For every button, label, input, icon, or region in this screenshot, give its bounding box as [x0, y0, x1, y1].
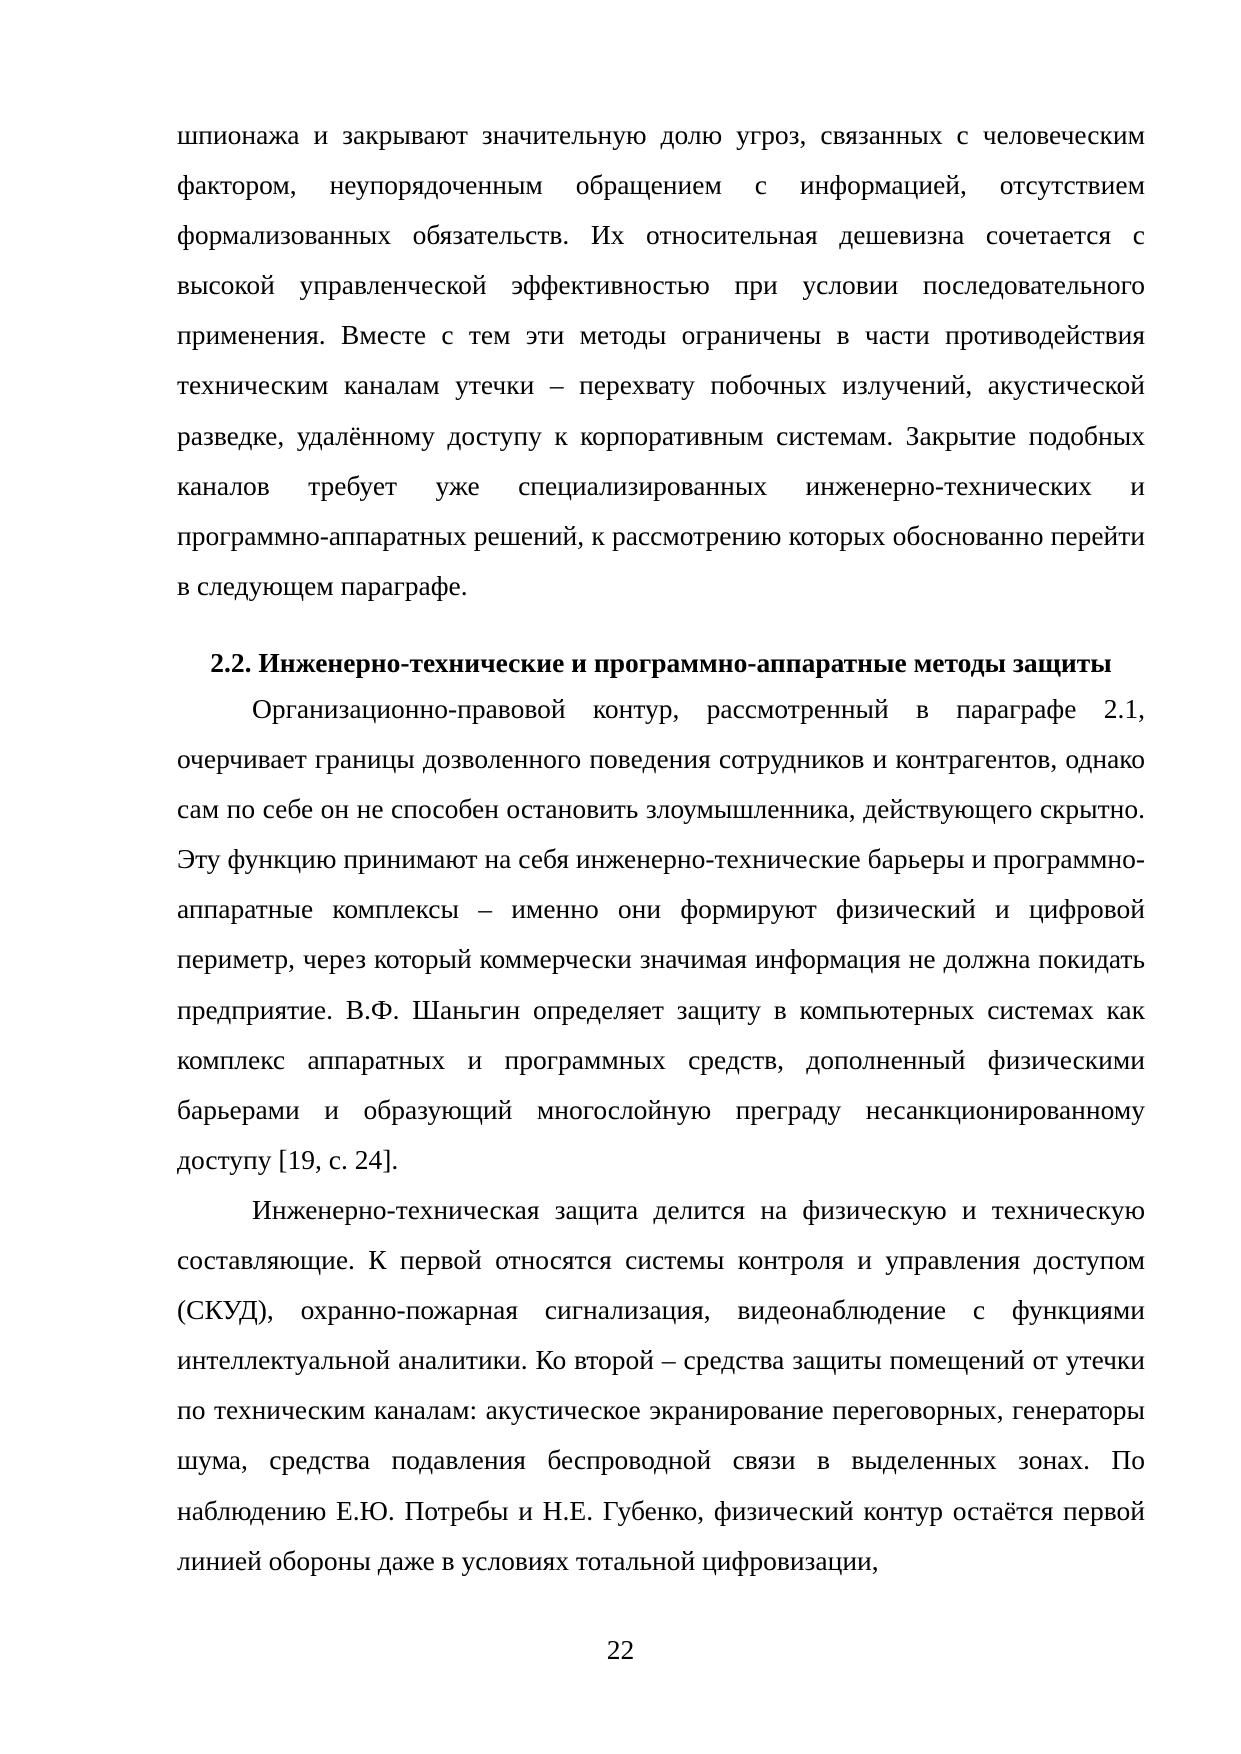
body-paragraph-intro: Организационно-правовой контур, рассмотренный в параграфе 2.1, очерчивает границы дозволенного поведения сотрудников и контрагентов, однако сам по себе он не способен остановить злоумышленника, действующего скрытно. Эту функцию принимают на себя инженерно-технические барьеры и программно-аппаратные комплексы – именно они формируют физический и цифровой периметр, через который коммерчески значимая информация не должна покидать предприятие. В.Ф. Шаньгин определяет защиту в компьютерных системах как комплекс аппаратных и программных средств, дополненный физическими барьерами и образующий многослойную преграду несанкционированному доступу [19, с. 24]. — [177, 693, 1145, 1175]
section-heading: 2.2. Инженерно-технические и программно-аппаратные методы защиты — [210, 647, 1112, 678]
body-paragraph-engineering: Инженерно-техническая защита делится на физическую и техническую составляющие. К первой относятся системы контроля и управления доступом (СКУД), охранно-пожарная сигнализация, видеонаблюдение с функциями интеллектуальной аналитики. Ко второй – средства защиты помещений от утечки по техническим каналам: акустическое экранирование переговорных, генераторы шума, средства подавления беспроводной связи в выделенных зонах. По наблюдению Е.Ю. Потребы и Н.Е. Губенко, физический контур остаётся первой линией обороны даже в условиях тотальной цифровизации, — [177, 1194, 1145, 1576]
page-number: 22 — [606, 1634, 635, 1665]
body-paragraph-continuation: шпионажа и закрывают значительную долю угроз, связанных с человеческим фактором, неупорядоченным обращением с информацией, отсутствием формализованных обязательств. Их относительная дешевизна сочетается с высокой управленческой эффективностью при условии последовательного применения. Вместе с тем эти методы ограничены в части противодействия техническим каналам утечки – перехвату побочных излучений, акустической разведке, удалённому доступу к корпоративным системам. Закрытие подобных каналов требует уже специализированных инженерно-технических и программно-аппаратных решений, к рассмотрению которых обоснованно перейти в следующем параграфе. — [177, 119, 1145, 601]
